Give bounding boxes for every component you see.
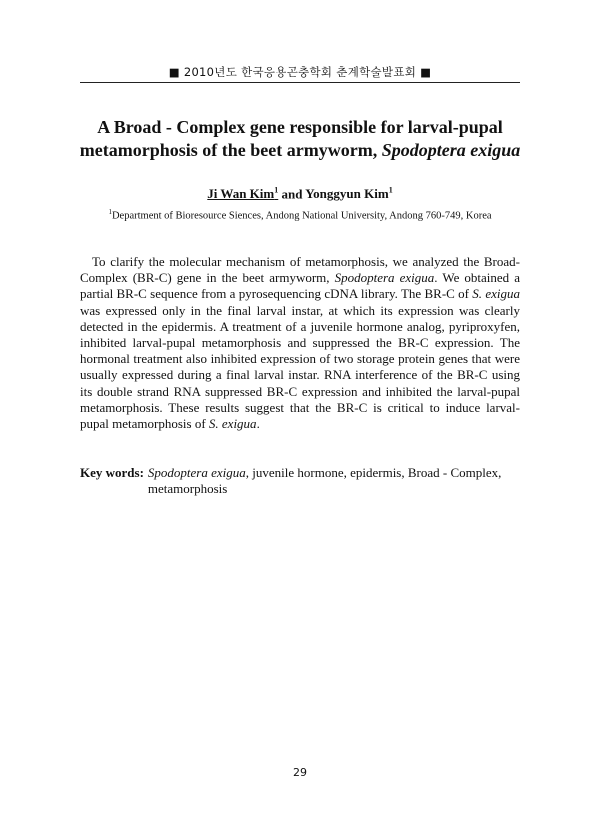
- keywords: [80, 465, 520, 497]
- paper-title: [70, 116, 530, 162]
- keywords-list: [148, 465, 520, 497]
- abstract-species-2: S. exigua: [472, 286, 520, 302]
- abstract-species-1: Spodoptera exigua: [334, 270, 435, 286]
- author-2: [305, 186, 392, 201]
- author-joiner: and: [278, 186, 306, 202]
- abstract-part-1: To clarify the molecular mechanism of metamorphosis, we analyzed the Broad-Complex (BR-C) gene in the beet armyworm,: [80, 254, 520, 286]
- abstract-species-3: S. exigua: [208, 416, 257, 432]
- authors: [80, 186, 520, 202]
- author-1-affil-marker: 1: [274, 186, 279, 195]
- affiliation-text: Department of Bioresource Siences, Andong National University, Andong 760-749, Korea: [111, 210, 492, 222]
- header-rule: [80, 82, 520, 83]
- page-number: 29: [293, 766, 307, 779]
- affiliation: [60, 208, 540, 222]
- keyword-species: Spodoptera exigua: [147, 465, 246, 480]
- abstract: [80, 254, 520, 432]
- conference-header: ■ 2010년도 한국응용곤충학회 춘계학술발표회 ■: [168, 65, 432, 79]
- abstract-part-3: was expressed only in the final larval instar, at which its expression was clearly detected in the epidermis. A treatment of a juvenile hormone analog, pyriproxyfen, inhibited larval-pupal metamorphosis and suppressed the BR-C expression. The hormonal treatment also inhibited expression of two storage protein genes that were usually expressed during a final larval instar. RNA interference of the BR-C using its double strand RNA suppressed BR-C expression and inhibited the larval-pupal metamorphosis. These results suggest that the BR-C is critical to induce larval-pupal metamorphosis of: [80, 302, 520, 432]
- keywords-rest: , juvenile hormone, epidermis, Broad - Complex, metamorphosis: [147, 465, 502, 497]
- affiliation-marker: 1: [108, 208, 112, 216]
- keywords-label: Key words:: [80, 465, 144, 480]
- author-1: [207, 186, 278, 201]
- author-2-name: Yonggyun Kim: [305, 186, 389, 202]
- abstract-part-2: . We obtained a partial BR-C sequence from a pyrosequencing cDNA library. The BR-C of: [80, 270, 521, 302]
- title-line-2: metamorphosis of the beet armyworm,: [79, 140, 382, 160]
- author-2-affil-marker: 1: [388, 186, 393, 195]
- title-species: Spodoptera exigua: [381, 140, 521, 160]
- abstract-part-4: .: [256, 416, 260, 432]
- author-1-name: Ji Wan Kim: [207, 186, 275, 202]
- title-line-1: A Broad - Complex gene responsible for larval-pupal: [97, 117, 503, 137]
